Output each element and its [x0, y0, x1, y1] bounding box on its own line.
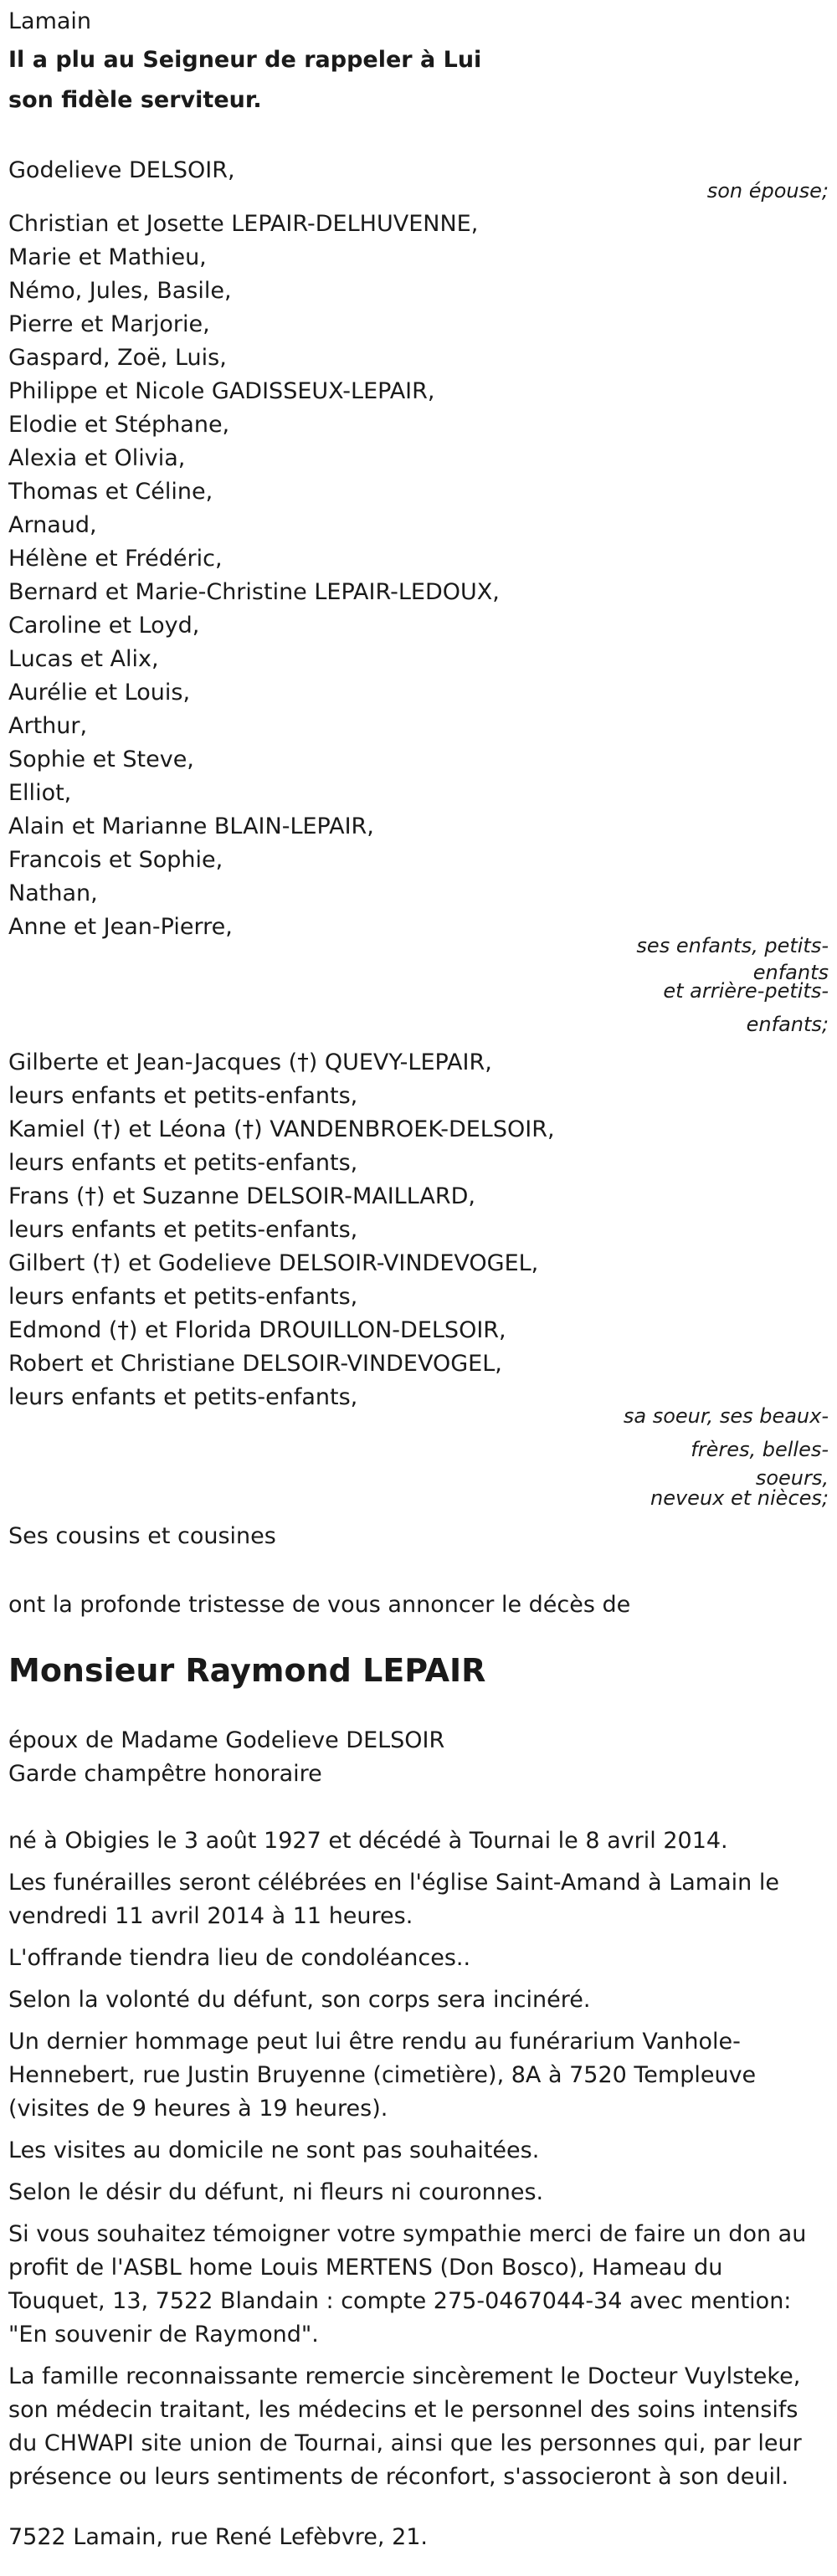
list-item: Thomas et Céline, — [8, 479, 213, 505]
paragraph: Selon le désir du défunt, ni fleurs ni couronnes. — [8, 2179, 544, 2205]
list-item: Lucas et Alix, — [8, 646, 159, 672]
paragraph: La famille reconnaissante remercie sincèrement le Docteur Vuylsteke, son médecin traitant, les médecins et le personnel des soins intensifs du CHWAPI site union de Tournai, ainsi que les personnes qui, par leur présence ou leurs sentiments de réconfort, s'associeront à son deuil. — [8, 2363, 802, 2490]
announce-line: ont la profonde tristesse de vous annoncer le décès de — [8, 1592, 631, 1618]
list-item: Némo, Jules, Basile, — [8, 278, 232, 304]
paragraph: Les visites au domicile ne sont pas souhaitées. — [8, 2137, 540, 2163]
list-item: Gaspard, Zoë, Luis, — [8, 345, 227, 371]
role-line: neveux et nièces; — [650, 1486, 829, 1510]
list-item: Nathan, — [8, 880, 98, 906]
paragraph: Si vous souhaitez témoigner votre sympathie merci de faire un don au profit de l'ASBL home Louis MERTENS (Don Bosco), Hameau du Touquet, 13, 7522 Blandain : compte 275-0467044-34 avec mention: "En souvenir de Raymond". — [8, 2221, 807, 2348]
cousins-line: Ses cousins et cousines — [8, 1523, 276, 1549]
list-item: leurs enfants et petits-enfants, — [8, 1384, 358, 1410]
list-item: Philippe et Nicole GADISSEUX-LEPAIR, — [8, 378, 435, 404]
list-item: Pierre et Marjorie, — [8, 311, 210, 337]
spouse-role: son épouse; — [706, 179, 829, 203]
list-item: Gilberte et Jean-Jacques (†) QUEVY-LEPAIR, — [8, 1049, 492, 1075]
role-line: enfants — [752, 961, 829, 984]
role-line: et arrière-petits- — [663, 979, 829, 1003]
spouse-name: Godelieve DELSOIR, — [8, 157, 235, 183]
deceased-spouse-line: époux de Madame Godelieve DELSOIR — [8, 1727, 445, 1753]
list-item: Elodie et Stéphane, — [8, 412, 230, 438]
list-item: leurs enfants et petits-enfants, — [8, 1083, 358, 1109]
list-item: Christian et Josette LEPAIR-DELHUVENNE, — [8, 211, 479, 237]
paragraph: Un dernier hommage peut lui être rendu au funérarium Vanhole-Hennebert, rue Justin Bruyenne (cimetière), 8A à 7520 Templeuve (visites de 9 heures à 19 heures). — [8, 2029, 757, 2122]
details-section — [8, 1824, 820, 2502]
list-item: Arnaud, — [8, 512, 97, 538]
paragraph: né à Obigies le 3 août 1927 et décédé à Tournai le 8 avril 2014. — [8, 1828, 728, 1854]
siblings-list — [8, 1046, 555, 1414]
role-line: ses enfants, petits- — [636, 934, 829, 957]
children-list — [8, 208, 500, 944]
list-item: Arthur, — [8, 713, 88, 739]
role-line: soeurs, — [755, 1466, 829, 1490]
paragraph: Selon la volonté du défunt, son corps sera incinéré. — [8, 1987, 591, 2013]
list-item: Aurélie et Louis, — [8, 680, 191, 706]
list-item: Bernard et Marie-Christine LEPAIR-LEDOUX, — [8, 579, 500, 605]
list-item: leurs enfants et petits-enfants, — [8, 1217, 358, 1243]
list-item: Alexia et Olivia, — [8, 445, 186, 471]
list-item: Sophie et Steve, — [8, 747, 194, 772]
role-line: enfants; — [746, 1013, 829, 1036]
list-item: Kamiel (†) et Léona (†) VANDENBROEK-DELSOIR, — [8, 1116, 555, 1142]
siblings-role — [502, 1399, 837, 1515]
list-item: Marie et Mathieu, — [8, 244, 207, 270]
list-item: Anne et Jean-Pierre, — [8, 914, 233, 940]
paragraph: Les funérailles seront célébrées en l'église Saint-Amand à Lamain le vendredi 11 avril 2014 à 11 heures. — [8, 1870, 779, 1929]
deceased-name: Monsieur Raymond LEPAIR — [8, 1652, 486, 1689]
list-item: leurs enfants et petits-enfants, — [8, 1150, 358, 1176]
list-item: leurs enfants et petits-enfants, — [8, 1284, 358, 1310]
role-line: sa soeur, ses beaux- — [623, 1404, 829, 1428]
deceased-title: Garde champêtre honoraire — [8, 1761, 322, 1787]
list-item: Frans (†) et Suzanne DELSOIR-MAILLARD, — [8, 1183, 475, 1209]
list-item: Edmond (†) et Florida DROUILLON-DELSOIR, — [8, 1317, 506, 1343]
list-item: Robert et Christiane DELSOIR-VINDEVOGEL, — [8, 1351, 502, 1377]
paragraph: L'offrande tiendra lieu de condoléances.. — [8, 1945, 471, 1971]
place-label: Lamain — [8, 8, 92, 34]
address-line: 7522 Lamain, rue René Lefèbvre, 21. — [8, 2524, 429, 2550]
list-item: Elliot, — [8, 780, 72, 806]
children-role — [502, 929, 837, 1041]
list-item: Alain et Marianne BLAIN-LEPAIR, — [8, 813, 374, 839]
intro-line-1: Il a plu au Seigneur de rappeler à Lui — [8, 47, 482, 73]
list-item: Gilbert (†) et Godelieve DELSOIR-VINDEVOGEL, — [8, 1250, 539, 1276]
list-item: Hélène et Frédéric, — [8, 546, 223, 572]
role-line: frères, belles- — [691, 1438, 829, 1461]
list-item: Francois et Sophie, — [8, 847, 223, 873]
list-item: Caroline et Loyd, — [8, 613, 200, 639]
intro-line-2: son fidèle serviteur. — [8, 87, 262, 113]
